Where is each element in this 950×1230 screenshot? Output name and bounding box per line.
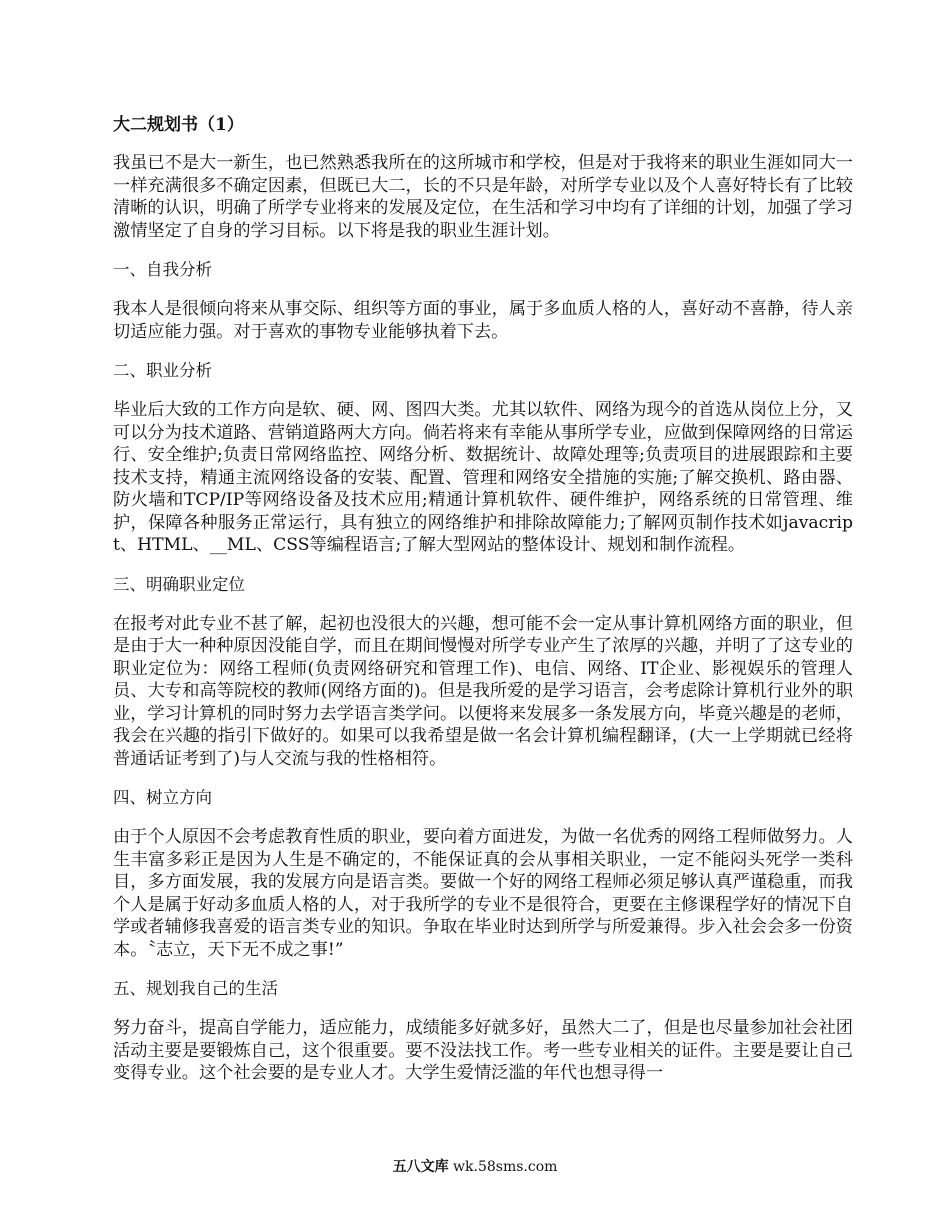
document-title: 大二规划书（1） — [113, 115, 244, 135]
section-heading-career-analysis: 二、职业分析 — [113, 361, 212, 380]
section-heading-career-positioning: 三、明确职业定位 — [113, 574, 245, 594]
footer-url[interactable]: wk.58sms.com — [453, 1159, 558, 1175]
section-body-career-positioning: 在报考对此专业不甚了解，起初也没很大的兴趣，想可能不会一定从事计算机网络方面的职业，但是由于大一种种原因没能自学，而且在期间慢慢对所学专业产生了浓厚的兴趣，并明了了这专业的职业定位为：网络工程师(负责网络研究和管理工作)、电信、网络、IT企业、影视娱乐的管理人员、大专和高等院校的教师(网络方面的)。但是我所爱的是学习语言，会考虑除计算机行业外的职业，学习计算机的同时努力去学语言类学问。以便将来发展多一条发展方向，毕竟兴趣是的老师，我会在兴趣的指引下做好的。如果可以我希望是做一名会计算机编程翻译，(大一上学期就已经将普通话证考到了)与人交流与我的性格相符。 — [113, 613, 853, 769]
document-body — [113, 112, 853, 1102]
section-body-life-plan: 努力奋斗，提高自学能力，适应能力，成绩能多好就多好，虽然大二了，但是也尽量参加社会社团活动主要是要锻炼自己，这个很重要。要不没法找工作。考一些专业相关的证件。主要是要让自己变得专业。这个社会要的是专业人才。大学生爱情泛滥的年代也想寻得一 — [113, 1018, 853, 1083]
section-heading-self-analysis: 一、自我分析 — [113, 260, 212, 279]
section-body-direction: 由于个人原因不会考虑教育性质的职业，要向着方面进发，为做一名优秀的网络工程师做努力。人生丰富多彩正是因为人生是不确定的，不能保证真的会从事相关职业，一定不能闷头死学一类科目，多方面发展，我的发展方向是语言类。要做一个好的网络工程师必须足够认真严谨稳重，而我个人是属于好动多血质人格的人，对于我所学的专业不是很符合，更要在主修课程学好的情况下自学或者辅修我喜爱的语言类专业的知识。争取在毕业时达到所学与所爱兼得。步入社会会多一份资本。〝志立，天下无不成之事!” — [113, 827, 853, 960]
section-heading-life-plan: 五、规划我自己的生活 — [113, 979, 278, 998]
section-body-career-analysis: 毕业后大致的工作方向是软、硬、网、图四大类。尤其以软件、网络为现今的首选从岗位上分，又可以分为技术道路、营销道路两大方向。倘若将来有幸能从事所学专业，应做到保障网络的日常运行、安全维护;负责日常网络监控、网络分析、数据统计、故障处理等;负责项目的进展跟踪和主要技术支持，精通主流网络设备的安装、配置、管理和网络安全措施的实施;了解交换机、路由器、防火墙和TCP/IP等网络设备及技术应用;精通计算机软件、硬件维护，网络系统的日常管理、维护，保障各种服务正常运行，具有独立的网络维护和排除故障能力;了解网页制作技术如javacript、HTML、__ML、CSS等编程语言;了解大型网站的整体设计、规划和制作流程。 — [113, 400, 853, 555]
section-body-self-analysis: 我本人是很倾向将来从事交际、组织等方面的事业，属于多血质人格的人，喜好动不喜静，待人亲切适应能力强。对于喜欢的事物专业能够执着下去。 — [113, 299, 853, 342]
intro-paragraph: 我虽已不是大一新生，也已然熟悉我所在的这所城市和学校，但是对于我将来的职业生涯如同大一一样充满很多不确定因素，但既已大二，长的不只是年龄，对所学专业以及个人喜好特长有了比较清晰的认识，明确了所学专业将来的发展及定位，在生活和学习中均有了详细的计划，加强了学习激情坚定了自身的学习目标。以下将是我的职业生涯计划。 — [113, 153, 853, 241]
footer-brand: 五八文库 — [392, 1159, 449, 1175]
section-heading-direction: 四、树立方向 — [113, 788, 212, 807]
page-footer — [0, 1157, 950, 1177]
